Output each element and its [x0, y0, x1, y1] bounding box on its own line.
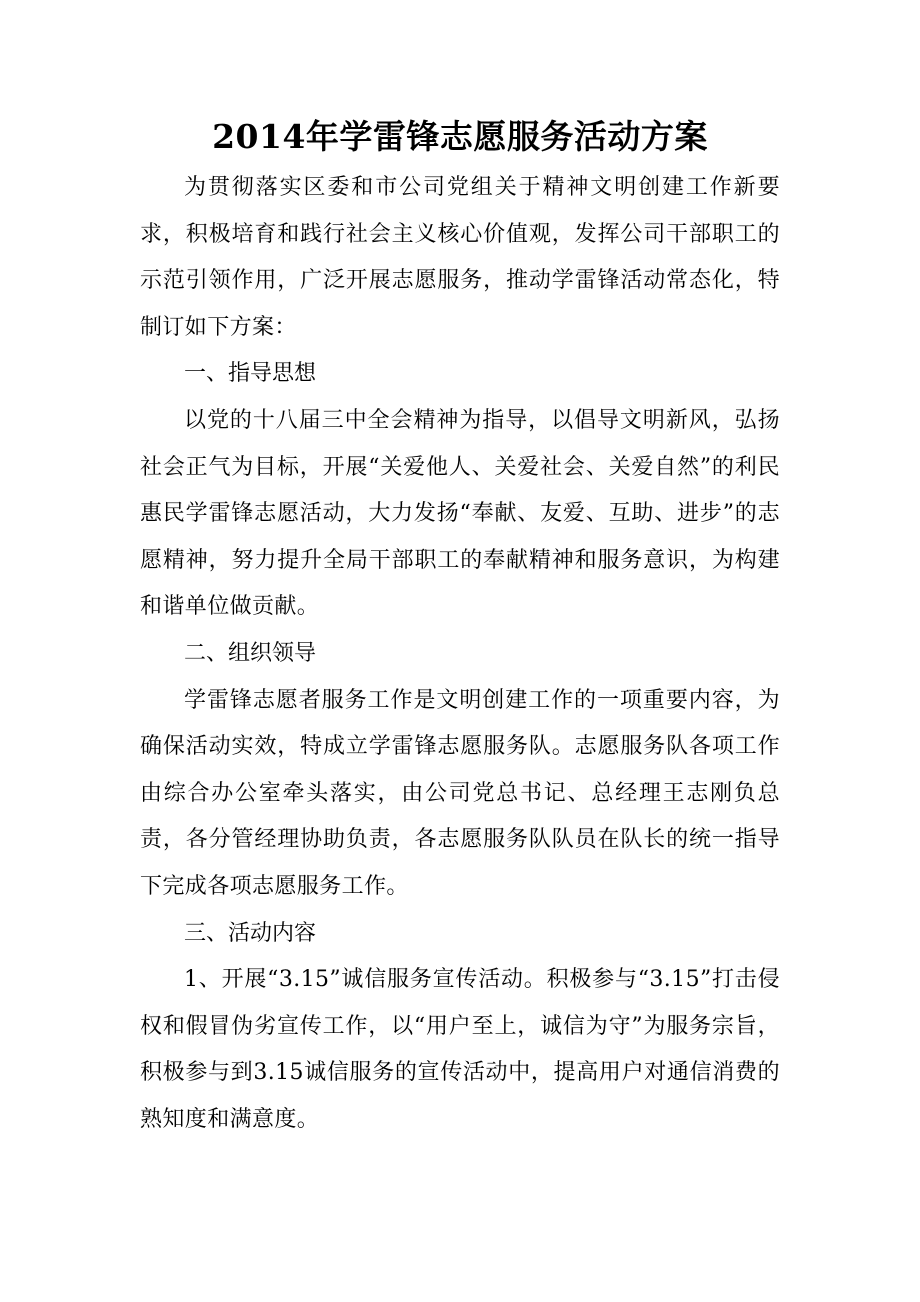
section-paragraph-activities: 1、开展“3.15”诚信服务宣传活动。积极参与“3.15”打击侵权和假冒伪劣宣传工作，以“用户至上，诚信为守”为服务宗旨，积极参与到3.15诚信服务的宣传活动中，提高用户对通信消费的熟知度和满意度。 — [140, 967, 780, 1132]
document-title: 2014年学雷锋志愿服务活动方案 — [212, 117, 708, 156]
document-body — [140, 165, 780, 1143]
section-paragraph-organization: 学雷锋志愿者服务工作是文明创建工作的一项重要内容，为确保活动实效，特成立学雷锋志愿服务队。志愿服务队各项工作由综合办公室牵头落实，由公司党总书记、总经理王志刚负总责，各分管经理协助负责，各志愿服务队队员在队长的统一指导下完成各项志愿服务工作。 — [140, 687, 780, 899]
section-heading-activities: 三、活动内容 — [184, 920, 317, 946]
section-paragraph-guiding-ideology: 以党的十八届三中全会精神为指导，以倡导文明新风，弘扬社会正气为目标，开展“关爱他人、关爱社会、关爱自然”的利民惠民学雷锋志愿活动，大力发扬“奉献、友爱、互助、进步”的志愿精神，努力提升全局干部职工的奉献精神和服务意识，为构建和谐单位做贡献。 — [140, 407, 780, 620]
section-heading-guiding-ideology: 一、指导思想 — [184, 361, 317, 387]
intro-paragraph: 为贯彻落实区委和市公司党组关于精神文明创建工作新要求，积极培育和践行社会主义核心价值观，发挥公司干部职工的示范引领作用，广泛开展志愿服务，推动学雷锋活动常态化，特制订如下方案： — [140, 175, 780, 340]
section-heading-organization: 二、组织领导 — [184, 640, 317, 666]
